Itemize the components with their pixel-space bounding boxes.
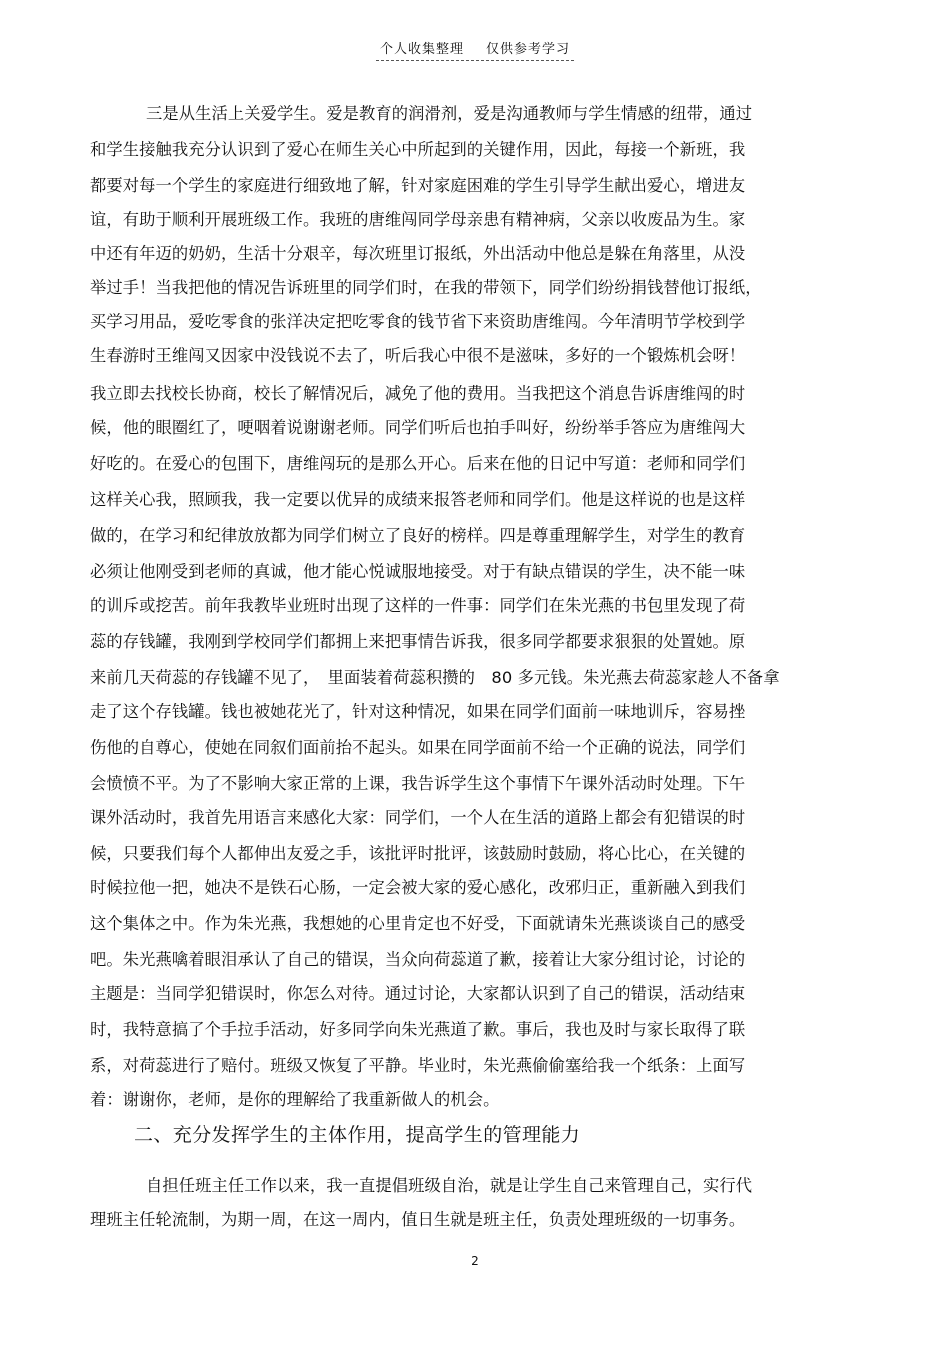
body-line: 伤他的自尊心，使她在同叙们面前抬不起头。如果在同学面前不给一个正确的说法，同学们 — [90, 738, 746, 757]
body-line: 三是从生活上关爱学生。爱是教育的润滑剂，爱是沟通教师与学生情感的纽带，通过 — [146, 104, 753, 123]
body-line: 时，我特意搞了个手拉手活动，好多同学向朱光燕道了歉。事后，我也及时与家长取得了联 — [90, 1020, 746, 1039]
header-right-text: 仅供参考学习 — [486, 42, 571, 57]
body-line: 的训斥或挖苦。前年我教毕业班时出现了这样的一件事：同学们在朱光燕的书包里发现了荷 — [90, 596, 746, 615]
header-left-text: 个人收集整理 — [379, 42, 464, 57]
body-line: 走了这个存钱罐。钱也被她花光了，针对这种情况，如果在同学们面前一味地训斥，容易挫 — [90, 702, 746, 721]
body-line: 来前几天荷蕊的存钱罐不见了， 里面装着荷蕊积攒的 80 多元钱。朱光燕去荷蕊家趁人不备拿 — [90, 668, 780, 687]
page-header-text — [376, 38, 574, 61]
body-line: 时候拉他一把，她决不是铁石心肠，一定会被大家的爱心感化，改邪归正，重新融入到我们 — [90, 878, 746, 897]
body-line: 系，对荷蕊进行了赔付。班级又恢复了平静。毕业时，朱光燕偷偷塞给我一个纸条：上面写 — [90, 1056, 746, 1075]
section-heading: 二、充分发挥学生的主体作用，提高学生的管理能力 — [134, 1124, 581, 1146]
body-line: 谊，有助于顺利开展班级工作。我班的唐维闯同学母亲患有精神病，父亲以收废品为生。家 — [90, 210, 746, 229]
body-line: 和学生接触我充分认识到了爱心在师生关心中所起到的关键作用，因此，每接一个新班，我 — [90, 140, 746, 159]
body-line: 理班主任轮流制，为期一周，在这一周内，值日生就是班主任，负责处理班级的一切事务。 — [90, 1210, 746, 1229]
body-line: 买学习用品，爱吃零食的张洋决定把吃零食的钱节省下来资助唐维闯。今年清明节学校到学 — [90, 312, 746, 331]
body-line: 候，他的眼圈红了，哽咽着说谢谢老师。同学们听后也拍手叫好，纷纷举手答应为唐维闯大 — [90, 418, 746, 437]
body-line: 自担任班主任工作以来，我一直提倡班级自治，就是让学生自己来管理自己，实行代 — [146, 1176, 753, 1195]
body-line: 中还有年迈的奶奶，生活十分艰辛，每次班里订报纸，外出活动中他总是躲在角落里，从没 — [90, 244, 746, 263]
body-line: 举过手！当我把他的情况告诉班里的同学们时，在我的带领下，同学们纷纷捐钱替他订报纸， — [90, 278, 762, 297]
body-line: 必须让他刚受到老师的真诚，他才能心悦诚服地接受。对于有缺点错误的学生，决不能一味 — [90, 562, 746, 581]
body-line: 这个集体之中。作为朱光燕，我想她的心里肯定也不好受，下面就请朱光燕谈谈自己的感受 — [90, 914, 746, 933]
page-header — [0, 38, 950, 61]
body-line: 做的，在学习和纪律放放都为同学们树立了良好的榜样。四是尊重理解学生，对学生的教育 — [90, 526, 746, 545]
page-number: 2 — [471, 1254, 479, 1268]
body-line: 吧。朱光燕噙着眼泪承认了自己的错误，当众向荷蕊道了歉，接着让大家分组讨论，讨论的 — [90, 950, 746, 969]
body-line: 课外活动时，我首先用语言来感化大家：同学们，一个人在生活的道路上都会有犯错误的时 — [90, 808, 746, 827]
body-line: 着：谢谢你，老师，是你的理解给了我重新做人的机会。 — [90, 1090, 500, 1109]
body-line: 候，只要我们每个人都伸出友爱之手，该批评时批评，该鼓励时鼓励，将心比心，在关键的 — [90, 844, 746, 863]
body-line: 会愤愤不平。为了不影响大家正常的上课，我告诉学生这个事情下午课外活动时处理。下午 — [90, 774, 746, 793]
body-line: 蕊的存钱罐，我刚到学校同学们都拥上来把事情告诉我，很多同学都要求狠狠的处置她。原 — [90, 632, 746, 651]
body-line: 我立即去找校长协商，校长了解情况后，减免了他的费用。当我把这个消息告诉唐维闯的时 — [90, 384, 746, 403]
body-line: 生春游时王维闯又因家中没钱说不去了，听后我心中很不是滋味，多好的一个锻炼机会呀！ — [90, 346, 746, 365]
body-line: 都要对每一个学生的家庭进行细致地了解，针对家庭困难的学生引导学生献出爱心，增进友 — [90, 176, 746, 195]
body-line: 好吃的。在爱心的包围下，唐维闯玩的是那么开心。后来在他的日记中写道：老师和同学们 — [90, 454, 746, 473]
body-line: 这样关心我，照顾我，我一定要以优异的成绩来报答老师和同学们。他是这样说的也是这样 — [90, 490, 746, 509]
body-line: 主题是：当同学犯错误时，你怎么对待。通过讨论，大家都认识到了自己的错误，活动结束 — [90, 984, 746, 1003]
